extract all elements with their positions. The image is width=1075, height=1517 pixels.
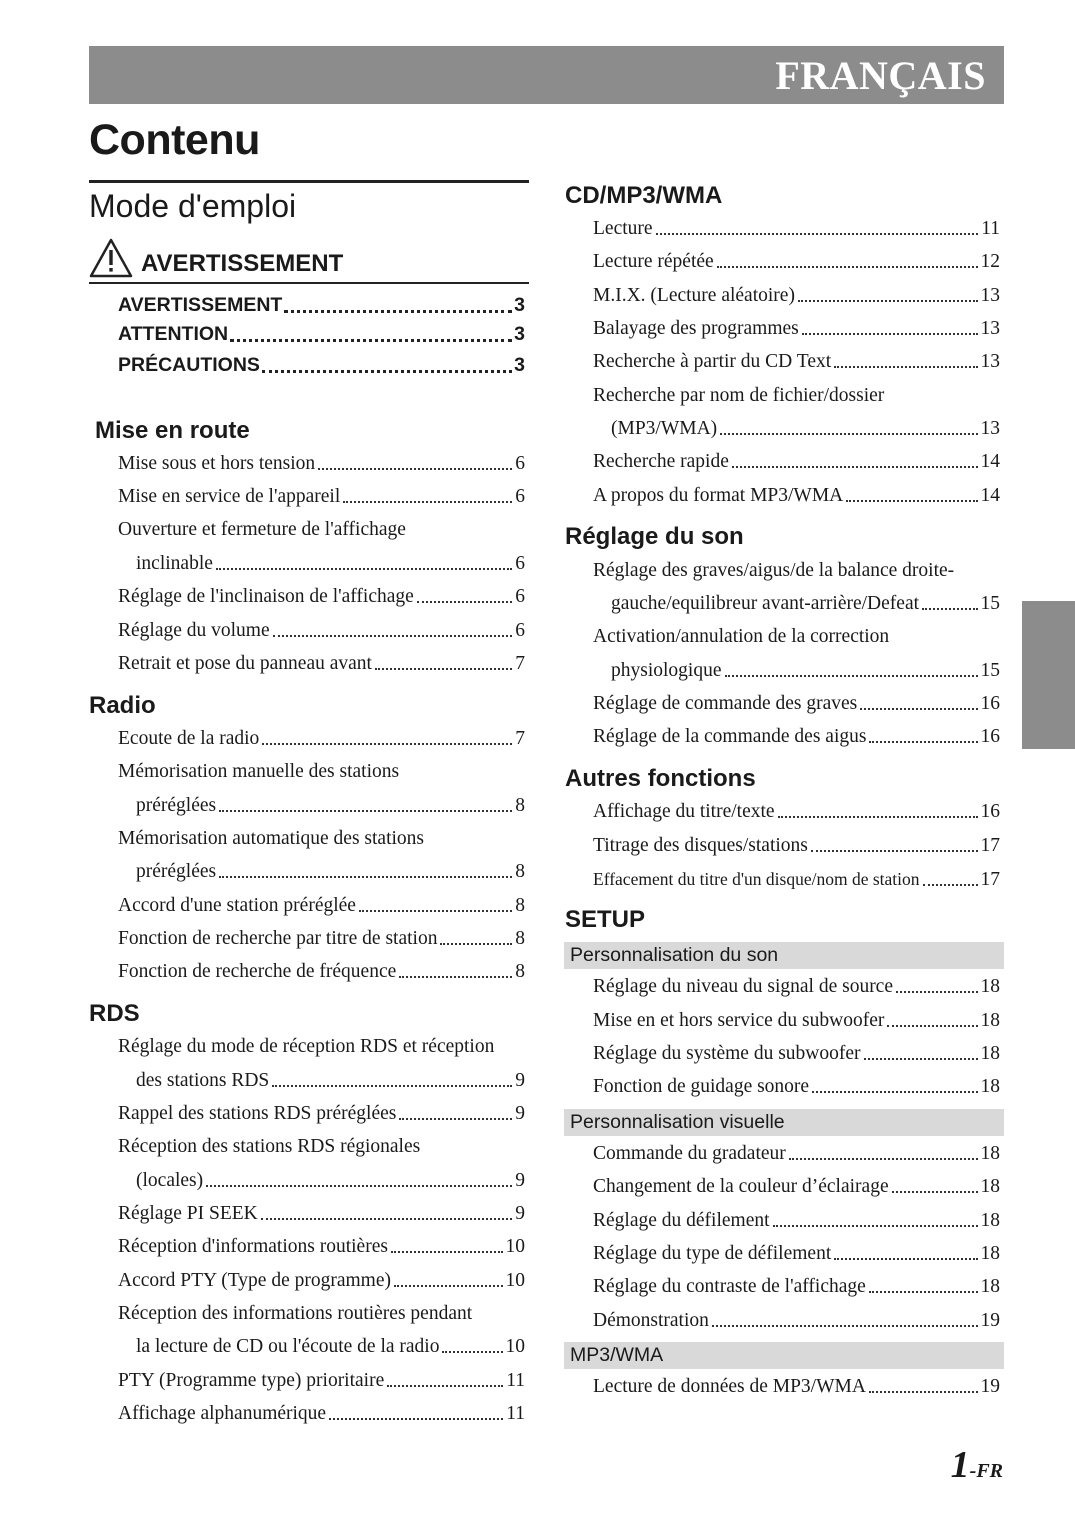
toc-entry[interactable] [593,693,1000,715]
toc-entry-title: (MP3/WMA) [611,418,718,439]
leader-dots [219,876,512,878]
toc-entry-title: inclinable [136,553,213,574]
side-tab [1022,601,1075,749]
leader-dots [846,500,977,502]
toc-entry-page: 10 [505,1270,525,1291]
toc-entry-title: Effacement du titre d'un disque/nom de station [593,869,920,889]
toc-entry-page: 8 [515,928,525,949]
toc-entry[interactable] [593,801,1000,823]
toc-entry-title[interactable]: Ouverture et fermeture de l'affichage [118,519,406,540]
toc-entry[interactable] [118,1403,525,1425]
toc-entry-title: Lecture de données de MP3/WMA [593,1376,866,1397]
leader-dots [773,1225,978,1227]
leader-dots [387,1385,503,1387]
toc-entry-title: Réglage de commande des graves [593,693,858,714]
section-title: Mode d'emploi [89,188,297,224]
toc-entry[interactable] [136,795,525,817]
toc-entry-title: PRÉCAUTIONS [118,354,260,376]
toc-entry-title: Démonstration [593,1310,709,1331]
toc-entry-title[interactable]: Réglage des graves/aigus/de la balance droite- [593,560,955,581]
toc-entry-title: Changement de la couleur d’éclairage [593,1176,889,1197]
leader-dots [896,991,978,993]
page-number-value: 1 [950,1444,970,1486]
toc-entry[interactable] [593,726,1000,748]
toc-entry-page: 14 [980,485,1000,506]
toc-entry-title: Réglage du défilement [593,1210,770,1231]
leader-dots [262,370,512,373]
toc-entry-page: 3 [514,323,525,345]
toc-entry-title: Réglage du niveau du signal de source [593,976,893,997]
toc-entry[interactable] [593,285,1000,307]
toc-entry[interactable] [118,323,525,346]
toc-entry-title: Mise en et hors service du subwoofer [593,1010,885,1031]
toc-entry[interactable] [593,869,1000,891]
toc-entry-title: Affichage alphanumérique [118,1403,327,1424]
toc-entry-page: 18 [980,976,1000,997]
toc-entry-title[interactable]: Activation/annulation de la correction [593,626,890,647]
toc-entry[interactable] [118,586,525,608]
toc-entry-title[interactable]: Mémorisation automatique des stations [118,828,424,849]
toc-entry-title: la lecture de CD ou l'écoute de la radio [136,1336,440,1357]
toc-entry-page: 7 [515,653,525,674]
toc-entry-title: Réglage du contraste de l'affichage [593,1276,866,1297]
toc-entry[interactable] [118,895,525,917]
toc-entry-title: ATTENTION [118,323,229,345]
toc-entry[interactable] [118,354,525,377]
leader-dots [789,1158,978,1160]
toc-entry[interactable] [593,1376,1000,1398]
toc-entry-page: 13 [980,285,1000,306]
leader-dots [262,743,512,745]
leader-dots [922,608,977,610]
leader-dots [216,568,512,570]
toc-entry[interactable] [593,451,1000,473]
toc-entry-page: 17 [980,869,1000,890]
toc-entry[interactable] [593,1176,1000,1198]
toc-entry-title: Réglage de l'inclinaison de l'affichage [118,586,414,607]
page-number [951,1443,1003,1487]
toc-entry[interactable] [593,351,1000,373]
toc-entry-title[interactable]: Réception des informations routières pendant [118,1303,473,1324]
toc-entry-title: Rappel des stations RDS préréglées [118,1103,397,1124]
toc-entry-page: 18 [980,1010,1000,1031]
toc-entry[interactable] [118,486,525,508]
leader-dots [717,266,978,268]
toc-entry[interactable] [593,1243,1000,1265]
toc-entry[interactable] [593,976,1000,998]
toc-entry-page: 9 [515,1170,525,1191]
section-heading: Autres fonctions [565,765,756,792]
page-number-suffix: -FR [969,1460,1003,1482]
toc-entry-page: 14 [980,451,1000,472]
leader-dots [329,1418,503,1420]
toc-entry-page: 7 [515,728,525,749]
toc-entry-title[interactable]: Réception des stations RDS régionales [118,1136,421,1157]
toc-entry[interactable] [118,1236,525,1258]
toc-entry-title: Recherche rapide [593,451,729,472]
toc-entry-page: 12 [980,251,1000,272]
toc-entry[interactable] [118,1270,525,1292]
leader-dots [656,233,979,235]
leader-dots [869,741,977,743]
toc-entry-page: 9 [515,1103,525,1124]
leader-dots [923,884,978,886]
toc-entry-title[interactable]: Réglage du mode de réception RDS et réception [118,1036,495,1057]
leader-dots [359,910,512,912]
leader-dots [219,810,512,812]
section-heading: RDS [89,1000,140,1027]
toc-entry-title: Commande du gradateur [593,1143,786,1164]
toc-entry-title: Fonction de recherche par titre de station [118,928,438,949]
leader-dots [812,1091,977,1093]
toc-entry-page: 16 [980,801,1000,822]
toc-entry-page: 6 [515,586,525,607]
toc-entry-page: 3 [514,294,525,316]
warning-heading-label: AVERTISSEMENT [141,250,344,277]
toc-entry[interactable] [593,835,1000,857]
subsection-band [564,1109,1004,1136]
toc-entry[interactable] [593,485,1000,507]
toc-entry-page: 13 [980,418,1000,439]
toc-entry-page: 13 [980,318,1000,339]
toc-entry-page: 6 [515,620,525,641]
toc-entry-title: Réglage du système du subwoofer [593,1043,861,1064]
toc-entry-title: M.I.X. (Lecture aléatoire) [593,285,795,306]
divider [89,180,529,183]
leader-dots [892,1191,978,1193]
toc-entry-title[interactable]: Mémorisation manuelle des stations [118,761,400,782]
toc-entry-title: préréglées [136,795,217,816]
toc-entry-page: 9 [515,1070,525,1091]
toc-entry-title: (locales) [136,1170,204,1191]
toc-entry-page: 18 [980,1076,1000,1097]
leader-dots [802,333,978,335]
toc-entry[interactable] [118,620,525,642]
leader-dots [860,708,977,710]
language-banner [89,46,1004,104]
toc-entry[interactable] [611,593,1000,615]
leader-dots [442,1351,502,1353]
toc-entry-title: Retrait et pose du panneau avant [118,653,372,674]
toc-entry-title: Réglage du type de défilement [593,1243,832,1264]
toc-entry-page: 18 [980,1143,1000,1164]
toc-entry-page: 18 [980,1210,1000,1231]
toc-entry[interactable] [593,318,1000,340]
toc-entry-page: 18 [980,1243,1000,1264]
toc-entry-title: physiologique [611,660,722,681]
leader-dots [440,943,512,945]
toc-entry-title: Titrage des disques/stations [593,835,808,856]
leader-dots [261,1218,513,1220]
toc-entry[interactable] [118,294,525,317]
toc-entry-page: 6 [515,553,525,574]
toc-entry-page: 18 [980,1276,1000,1297]
toc-entry-page: 18 [980,1176,1000,1197]
leader-dots [864,1058,978,1060]
toc-entry-page: 18 [980,1043,1000,1064]
toc-entry[interactable] [593,251,1000,273]
warning-heading [89,234,529,284]
toc-entry-page: 10 [505,1336,525,1357]
toc-entry[interactable] [118,1203,525,1225]
subsection-label: Personnalisation du son [570,944,779,966]
toc-entry-page: 13 [980,351,1000,372]
toc-entry[interactable] [136,1336,525,1358]
toc-entry[interactable] [593,1076,1000,1098]
leader-dots [732,466,978,468]
toc-entry[interactable] [593,1010,1000,1032]
leader-dots [869,1291,978,1293]
toc-entry[interactable] [136,861,525,883]
toc-entry[interactable] [136,1070,525,1092]
toc-entry-page: 16 [980,693,1000,714]
subsection-band [564,1342,1004,1369]
leader-dots [343,501,512,503]
toc-entry[interactable] [118,928,525,950]
section-heading: Réglage du son [565,523,744,550]
toc-entry[interactable] [118,1103,525,1125]
toc-entry[interactable] [593,1143,1000,1165]
toc-entry-title: Recherche à partir du CD Text [593,351,832,372]
toc-entry[interactable] [593,1310,1000,1332]
toc-entry-page: 8 [515,961,525,982]
toc-entry-page: 6 [515,486,525,507]
toc-entry-page: 15 [980,660,1000,681]
section-heading: CD/MP3/WMA [565,182,723,209]
toc-entry-title: AVERTISSEMENT [118,294,283,316]
toc-entry-page: 15 [980,593,1000,614]
toc-entry-title: A propos du format MP3/WMA [593,485,844,506]
leader-dots [834,366,977,368]
toc-entry-title: Accord PTY (Type de programme) [118,1270,391,1291]
leader-dots [230,339,512,342]
leader-dots [284,310,512,313]
toc-entry-page: 9 [515,1203,525,1224]
toc-entry-page: 8 [515,795,525,816]
leader-dots [798,300,978,302]
toc-entry-title[interactable]: Recherche par nom de fichier/dossier [593,385,885,406]
toc-entry-page: 16 [980,726,1000,747]
leader-dots [399,1118,512,1120]
leader-dots [399,976,512,978]
toc-entry[interactable] [118,453,525,475]
leader-dots [869,1391,978,1393]
toc-entry-title: Fonction de recherche de fréquence [118,961,397,982]
leader-dots [712,1325,978,1327]
toc-entry-title: Mise sous et hors tension [118,453,316,474]
toc-entry-title: Affichage du titre/texte [593,801,775,822]
subsection-band [564,942,1004,969]
toc-entry-title: gauche/equilibreur avant-arrière/Defeat [611,593,920,614]
leader-dots [391,1251,503,1253]
leader-dots [725,675,978,677]
toc-entry-page: 19 [980,1310,1000,1331]
toc-entry-title: Réception d'informations routières [118,1236,388,1257]
leader-dots [834,1258,977,1260]
toc-entry-title: Réglage PI SEEK [118,1203,258,1224]
toc-entry[interactable] [611,418,1000,440]
toc-entry-page: 6 [515,453,525,474]
toc-entry[interactable] [593,1210,1000,1232]
leader-dots [720,433,977,435]
toc-entry-title: PTY (Programme type) prioritaire [118,1370,385,1391]
toc-entry-page: 19 [980,1376,1000,1397]
toc-entry-title: Balayage des programmes [593,318,799,339]
toc-entry-page: 11 [981,218,1000,239]
toc-entry-title: Fonction de guidage sonore [593,1076,810,1097]
toc-entry[interactable] [611,660,1000,682]
page-title: Contenu [89,116,260,164]
subsection-label: MP3/WMA [570,1344,664,1366]
toc-entry-page: 17 [980,835,1000,856]
leader-dots [318,468,512,470]
toc-entry-title: Lecture répétée [593,251,714,272]
section-heading: Mise en route [95,417,250,444]
toc-entry-page: 11 [506,1370,525,1391]
section-heading: SETUP [565,906,646,933]
toc-entry-page: 3 [514,354,525,376]
toc-entry[interactable] [136,1170,525,1192]
toc-entry-title: Réglage de la commande des aigus [593,726,867,747]
leader-dots [272,1085,512,1087]
toc-entry-title: Ecoute de la radio [118,728,260,749]
toc-entry[interactable] [118,728,525,750]
toc-entry-title: Accord d'une station préréglée [118,895,356,916]
subsection-label: Personnalisation visuelle [570,1111,785,1133]
toc-entry[interactable] [593,1276,1000,1298]
leader-dots [375,668,512,670]
toc-entry-title: des stations RDS [136,1070,270,1091]
language-label: FRANÇAIS [775,53,986,98]
leader-dots [778,816,978,818]
toc-entry[interactable] [118,961,525,983]
toc-entry-title: Réglage du volume [118,620,270,641]
toc-entry-title: Mise en service de l'appareil [118,486,341,507]
leader-dots [811,850,978,852]
toc-entry-title: préréglées [136,861,217,882]
leader-dots [417,601,512,603]
toc-entry[interactable] [136,553,525,575]
leader-dots [394,1285,503,1287]
toc-entry[interactable] [593,1043,1000,1065]
leader-dots [887,1025,977,1027]
warning-triangle-icon [89,238,133,278]
toc-entry[interactable] [118,1370,525,1392]
leader-dots [273,635,513,637]
toc-entry-page: 8 [515,895,525,916]
toc-entry-title: Lecture [593,218,653,239]
toc-entry-page: 8 [515,861,525,882]
section-heading: Radio [89,692,156,719]
leader-dots [206,1185,512,1187]
toc-entry-page: 11 [506,1403,525,1424]
toc-entry[interactable] [118,653,525,675]
toc-entry[interactable] [593,218,1000,240]
toc-entry-page: 10 [505,1236,525,1257]
